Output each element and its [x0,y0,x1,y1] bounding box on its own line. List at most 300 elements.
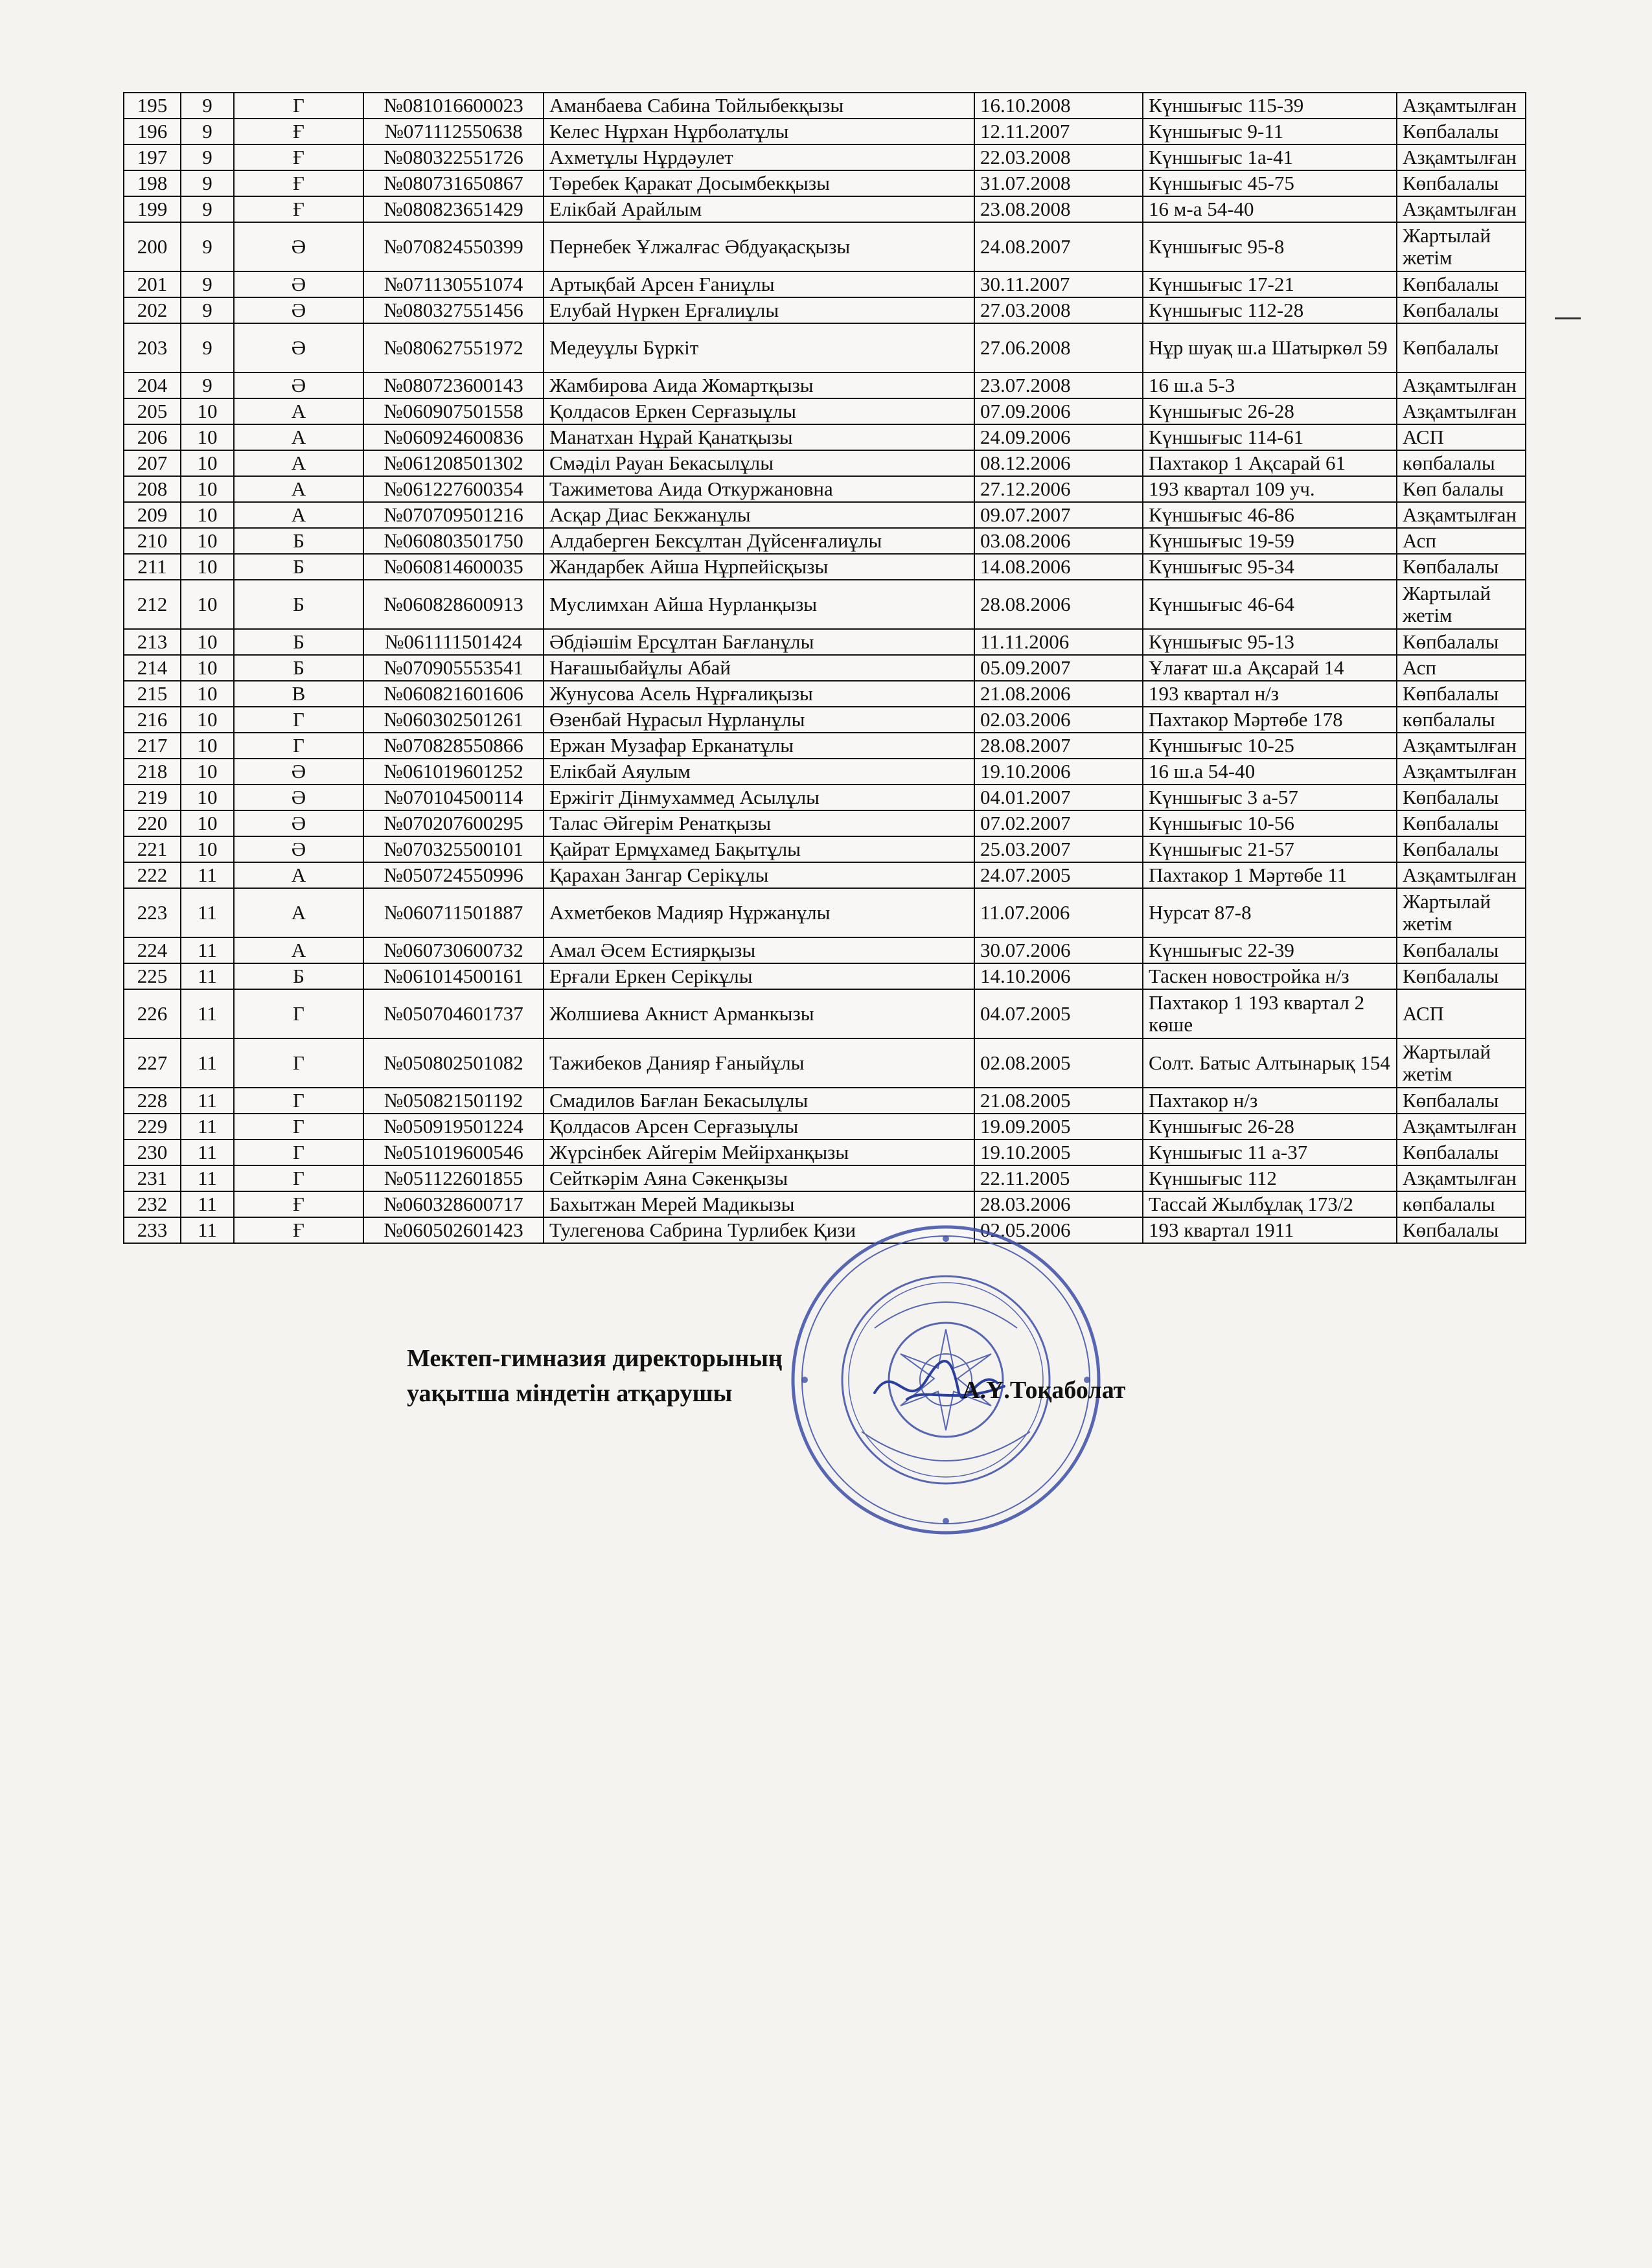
grade-cell: 10 [181,476,234,502]
category-cell: Азқамтылған [1397,93,1526,119]
birth-date-cell: 23.07.2008 [974,372,1143,398]
row-number-cell: 222 [124,862,181,888]
student-name-cell: Жандарбек Айша Нұрпейісқызы [544,554,974,580]
student-name-cell: Ахметбеков Мадияр Нұржанұлы [544,888,974,937]
grade-cell: 10 [181,424,234,450]
category-cell: Көпбалалы [1397,1088,1526,1114]
category-cell: Азқамтылған [1397,862,1526,888]
class-letter-cell: Б [234,655,363,681]
certificate-id-cell: №050724550996 [363,862,544,888]
grade-cell: 10 [181,810,234,836]
margin-mark [1555,317,1581,319]
address-cell: Күншығыс 95-13 [1143,629,1397,655]
table-row [124,681,1526,707]
birth-date-cell: 24.07.2005 [974,862,1143,888]
address-cell: Таскен новостройка н/з [1143,963,1397,989]
table-row [124,733,1526,759]
grade-cell: 9 [181,271,234,297]
class-letter-cell: Ғ [234,1191,363,1217]
birth-date-cell: 09.07.2007 [974,502,1143,528]
birth-date-cell: 24.08.2007 [974,222,1143,271]
class-letter-cell: Ғ [234,196,363,222]
address-cell: Пахтакор н/з [1143,1088,1397,1114]
certificate-id-cell: №080731650867 [363,170,544,196]
address-cell: Күншығыс 11 а-37 [1143,1140,1397,1165]
table-row [124,888,1526,937]
birth-date-cell: 04.07.2005 [974,989,1143,1038]
grade-cell: 11 [181,1217,234,1243]
category-cell: Көпбалалы [1397,323,1526,372]
grade-cell: 10 [181,655,234,681]
class-letter-cell: А [234,476,363,502]
grade-cell: 10 [181,580,234,629]
table-row [124,989,1526,1038]
address-cell: Күншығыс 45-75 [1143,170,1397,196]
class-letter-cell: Б [234,580,363,629]
row-number-cell: 221 [124,836,181,862]
grade-cell: 11 [181,1088,234,1114]
category-cell: Азқамтылған [1397,502,1526,528]
row-number-cell: 220 [124,810,181,836]
table-row [124,580,1526,629]
birth-date-cell: 19.09.2005 [974,1114,1143,1140]
table-row [124,1191,1526,1217]
student-name-cell: Алдаберген Бексұлтан Дүйсенғалиұлы [544,528,974,554]
address-cell: Күншығыс 26-28 [1143,1114,1397,1140]
category-cell: Асп [1397,655,1526,681]
row-number-cell: 229 [124,1114,181,1140]
student-name-cell: Ахметұлы Нұрдәулет [544,144,974,170]
table-row [124,810,1526,836]
student-name-cell: Нағашыбайұлы Абай [544,655,974,681]
certificate-id-cell: №060828600913 [363,580,544,629]
certificate-id-cell: №070709501216 [363,502,544,528]
student-name-cell: Ержігіт Дінмухаммед Асылұлы [544,785,974,810]
table-row [124,297,1526,323]
class-letter-cell: Ә [234,323,363,372]
birth-date-cell: 21.08.2005 [974,1088,1143,1114]
address-cell: Пахтакор 1 Мәртөбе 11 [1143,862,1397,888]
row-number-cell: 208 [124,476,181,502]
row-number-cell: 226 [124,989,181,1038]
grade-cell: 9 [181,93,234,119]
grade-cell: 10 [181,785,234,810]
category-cell: Көпбалалы [1397,170,1526,196]
student-name-cell: Жамбирова Аида Жомартқызы [544,372,974,398]
class-letter-cell: А [234,937,363,963]
address-cell: Пахтакор 1 Ақсарай 61 [1143,450,1397,476]
birth-date-cell: 28.08.2006 [974,580,1143,629]
class-letter-cell: Г [234,1140,363,1165]
row-number-cell: 233 [124,1217,181,1243]
class-letter-cell: Г [234,989,363,1038]
grade-cell: 10 [181,554,234,580]
class-letter-cell: А [234,862,363,888]
address-cell: Пахтакор Мәртөбе 178 [1143,707,1397,733]
class-letter-cell: Ә [234,222,363,271]
row-number-cell: 219 [124,785,181,810]
students-table-body [124,93,1526,1243]
grade-cell: 11 [181,862,234,888]
certificate-id-cell: №060814600035 [363,554,544,580]
birth-date-cell: 31.07.2008 [974,170,1143,196]
category-cell: Көпбалалы [1397,836,1526,862]
certificate-id-cell: №071130551074 [363,271,544,297]
row-number-cell: 206 [124,424,181,450]
grade-cell: 9 [181,144,234,170]
table-row [124,655,1526,681]
grade-cell: 10 [181,629,234,655]
birth-date-cell: 27.03.2008 [974,297,1143,323]
certificate-id-cell: №060803501750 [363,528,544,554]
category-cell: Көпбалалы [1397,1140,1526,1165]
row-number-cell: 199 [124,196,181,222]
certificate-id-cell: №050704601737 [363,989,544,1038]
category-cell: Азқамтылған [1397,759,1526,785]
signer-name: А.Ү.Тоқаболат [962,1377,1126,1404]
address-cell: Ұлағат ш.а Ақсарай 14 [1143,655,1397,681]
student-name-cell: Амал Әсем Естиярқызы [544,937,974,963]
table-row [124,196,1526,222]
certificate-id-cell: №050821501192 [363,1088,544,1114]
category-cell: Азқамтылған [1397,733,1526,759]
address-cell: Күншығыс 112 [1143,1165,1397,1191]
student-name-cell: Өзенбай Нұрасыл Нұрланұлы [544,707,974,733]
student-name-cell: Жолшиева Акнист Арманкызы [544,989,974,1038]
row-number-cell: 195 [124,93,181,119]
category-cell: Асп [1397,528,1526,554]
student-name-cell: Елікбай Аяулым [544,759,974,785]
class-letter-cell: Ә [234,785,363,810]
table-row [124,119,1526,144]
address-cell: Күншығыс 46-64 [1143,580,1397,629]
table-row [124,271,1526,297]
address-cell: 193 квартал 109 уч. [1143,476,1397,502]
birth-date-cell: 25.03.2007 [974,836,1143,862]
class-letter-cell: Ә [234,271,363,297]
birth-date-cell: 07.02.2007 [974,810,1143,836]
table-row [124,785,1526,810]
class-letter-cell: Б [234,554,363,580]
student-name-cell: Әбдіәшім Ерсұлтан Бағланұлы [544,629,974,655]
category-cell: АСП [1397,424,1526,450]
row-number-cell: 218 [124,759,181,785]
class-letter-cell: Ғ [234,144,363,170]
table-row [124,836,1526,862]
birth-date-cell: 19.10.2005 [974,1140,1143,1165]
address-cell: Күншығыс 26-28 [1143,398,1397,424]
table-row [124,476,1526,502]
class-letter-cell: А [234,502,363,528]
student-name-cell: Келес Нұрхан Нұрболатұлы [544,119,974,144]
table-row [124,862,1526,888]
grade-cell: 9 [181,170,234,196]
student-name-cell: Ержан Музафар Ерканатұлы [544,733,974,759]
table-row [124,372,1526,398]
category-cell: Көпбалалы [1397,554,1526,580]
student-name-cell: Елікбай Арайлым [544,196,974,222]
row-number-cell: 214 [124,655,181,681]
address-cell: Күншығыс 19-59 [1143,528,1397,554]
row-number-cell: 213 [124,629,181,655]
row-number-cell: 210 [124,528,181,554]
class-letter-cell: Г [234,93,363,119]
table-row [124,759,1526,785]
class-letter-cell: В [234,681,363,707]
birth-date-cell: 22.11.2005 [974,1165,1143,1191]
row-number-cell: 216 [124,707,181,733]
category-cell: Көпбалалы [1397,681,1526,707]
table-row [124,502,1526,528]
row-number-cell: 211 [124,554,181,580]
grade-cell: 10 [181,528,234,554]
grade-cell: 11 [181,963,234,989]
certificate-id-cell: №060502601423 [363,1217,544,1243]
certificate-id-cell: №070104500114 [363,785,544,810]
signer-title-line1: Мектеп-гимназия директорының [407,1345,783,1372]
birth-date-cell: 16.10.2008 [974,93,1143,119]
table-row [124,1140,1526,1165]
address-cell: Күншығыс 3 а-57 [1143,785,1397,810]
table-row [124,323,1526,372]
row-number-cell: 225 [124,963,181,989]
address-cell: Күншығыс 10-25 [1143,733,1397,759]
row-number-cell: 228 [124,1088,181,1114]
student-name-cell: Аманбаева Сабина Тойлыбекқызы [544,93,974,119]
class-letter-cell: А [234,398,363,424]
grade-cell: 11 [181,1140,234,1165]
certificate-id-cell: №060821601606 [363,681,544,707]
grade-cell: 9 [181,222,234,271]
address-cell: Күншығыс 46-86 [1143,502,1397,528]
student-name-cell: Тажиметова Аида Откуржановна [544,476,974,502]
class-letter-cell: Ә [234,836,363,862]
row-number-cell: 223 [124,888,181,937]
grade-cell: 10 [181,759,234,785]
certificate-id-cell: №070325500101 [363,836,544,862]
grade-cell: 10 [181,398,234,424]
student-name-cell: Тажибеков Данияр Ғаныйұлы [544,1038,974,1088]
table-row [124,144,1526,170]
student-name-cell: Смадилов Бағлан Бекасылұлы [544,1088,974,1114]
row-number-cell: 201 [124,271,181,297]
birth-date-cell: 14.10.2006 [974,963,1143,989]
certificate-id-cell: №061019601252 [363,759,544,785]
category-cell: Жартылай жетім [1397,1038,1526,1088]
certificate-id-cell: №070207600295 [363,810,544,836]
birth-date-cell: 21.08.2006 [974,681,1143,707]
address-cell: Күншығыс 21-57 [1143,836,1397,862]
grade-cell: 10 [181,681,234,707]
row-number-cell: 197 [124,144,181,170]
category-cell: Көпбалалы [1397,297,1526,323]
table-row [124,398,1526,424]
row-number-cell: 209 [124,502,181,528]
grade-cell: 11 [181,888,234,937]
category-cell: Азқамтылған [1397,372,1526,398]
birth-date-cell: 23.08.2008 [974,196,1143,222]
class-letter-cell: Ә [234,810,363,836]
category-cell: Азқамтылған [1397,1165,1526,1191]
address-cell: Пахтакор 1 193 квартал 2 көше [1143,989,1397,1038]
certificate-id-cell: №060730600732 [363,937,544,963]
birth-date-cell: 19.10.2006 [974,759,1143,785]
signer-title-line2: уақытша міндетін атқарушы [407,1380,733,1407]
table-row [124,554,1526,580]
category-cell: Жартылай жетім [1397,888,1526,937]
row-number-cell: 227 [124,1038,181,1088]
student-name-cell: Ерғали Еркен Серікұлы [544,963,974,989]
class-letter-cell: Ғ [234,170,363,196]
grade-cell: 9 [181,372,234,398]
student-name-cell: Асқар Диас Бекжанұлы [544,502,974,528]
class-letter-cell: Ә [234,297,363,323]
grade-cell: 9 [181,119,234,144]
row-number-cell: 207 [124,450,181,476]
student-name-cell: Елубай Нүркен Ерғалиұлы [544,297,974,323]
certificate-id-cell: №061014500161 [363,963,544,989]
birth-date-cell: 28.08.2007 [974,733,1143,759]
class-letter-cell: Б [234,629,363,655]
row-number-cell: 212 [124,580,181,629]
student-name-cell: Смәділ Рауан Бекасылұлы [544,450,974,476]
table-row [124,93,1526,119]
address-cell: 16 ш.а 54-40 [1143,759,1397,785]
certificate-id-cell: №080322551726 [363,144,544,170]
grade-cell: 10 [181,733,234,759]
address-cell: 193 квартал н/з [1143,681,1397,707]
table-row [124,424,1526,450]
grade-cell: 9 [181,323,234,372]
category-cell: Көпбалалы [1397,1217,1526,1243]
address-cell: Солт. Батыс Алтынарық 154 [1143,1038,1397,1088]
grade-cell: 11 [181,1165,234,1191]
grade-cell: 10 [181,450,234,476]
class-letter-cell: Г [234,1088,363,1114]
grade-cell: 10 [181,707,234,733]
student-name-cell: Артықбай Арсен Ғаниұлы [544,271,974,297]
student-name-cell: Муслимхан Айша Нурланқызы [544,580,974,629]
birth-date-cell: 28.03.2006 [974,1191,1143,1217]
row-number-cell: 231 [124,1165,181,1191]
row-number-cell: 224 [124,937,181,963]
class-letter-cell: Г [234,1114,363,1140]
table-row [124,170,1526,196]
class-letter-cell: Ғ [234,119,363,144]
category-cell: Көпбалалы [1397,629,1526,655]
address-cell: Күншығыс 10-56 [1143,810,1397,836]
address-cell: Күншығыс 95-8 [1143,222,1397,271]
table-row [124,963,1526,989]
birth-date-cell: 30.11.2007 [974,271,1143,297]
address-cell: 16 ш.а 5-3 [1143,372,1397,398]
category-cell: көпбалалы [1397,707,1526,733]
certificate-id-cell: №080823651429 [363,196,544,222]
certificate-id-cell: №080723600143 [363,372,544,398]
birth-date-cell: 11.07.2006 [974,888,1143,937]
birth-date-cell: 12.11.2007 [974,119,1143,144]
address-cell: Күншығыс 22-39 [1143,937,1397,963]
category-cell: көпбалалы [1397,1191,1526,1217]
birth-date-cell: 30.07.2006 [974,937,1143,963]
birth-date-cell: 02.03.2006 [974,707,1143,733]
students-table [123,92,1526,1244]
row-number-cell: 202 [124,297,181,323]
class-letter-cell: Г [234,707,363,733]
category-cell: АСП [1397,989,1526,1038]
row-number-cell: 230 [124,1140,181,1165]
row-number-cell: 203 [124,323,181,372]
category-cell: Көпбалалы [1397,937,1526,963]
certificate-id-cell: №060302501261 [363,707,544,733]
address-cell: Күншығыс 95-34 [1143,554,1397,580]
certificate-id-cell: №060711501887 [363,888,544,937]
grade-cell: 11 [181,1114,234,1140]
certificate-id-cell: №051019600546 [363,1140,544,1165]
category-cell: Жартылай жетім [1397,580,1526,629]
student-name-cell: Медеуұлы Бүркіт [544,323,974,372]
birth-date-cell: 27.06.2008 [974,323,1143,372]
student-name-cell: Төребек Қаракат Досымбекқызы [544,170,974,196]
class-letter-cell: Г [234,733,363,759]
student-name-cell: Жунусова Асель Нұрғалиқызы [544,681,974,707]
student-name-cell: Пернебек Ұлжалғас Әбдуақасқызы [544,222,974,271]
class-letter-cell: А [234,888,363,937]
class-letter-cell: Ғ [234,1217,363,1243]
row-number-cell: 205 [124,398,181,424]
student-name-cell: Қайрат Ермұхамед Бақытұлы [544,836,974,862]
birth-date-cell: 04.01.2007 [974,785,1143,810]
grade-cell: 9 [181,196,234,222]
certificate-id-cell: №061111501424 [363,629,544,655]
certificate-id-cell: №080627551972 [363,323,544,372]
signature-block [407,1341,783,1411]
table-row [124,937,1526,963]
certificate-id-cell: №060328600717 [363,1191,544,1217]
class-letter-cell: Б [234,963,363,989]
birth-date-cell: 02.08.2005 [974,1038,1143,1088]
certificate-id-cell: №051122601855 [363,1165,544,1191]
student-name-cell: Жүрсінбек Айгерім Мейірханқызы [544,1140,974,1165]
table-row [124,1038,1526,1088]
certificate-id-cell: №050919501224 [363,1114,544,1140]
class-letter-cell: Ә [234,759,363,785]
address-cell: Тассай Жылбұлақ 173/2 [1143,1191,1397,1217]
table-row [124,707,1526,733]
table-row [124,528,1526,554]
row-number-cell: 196 [124,119,181,144]
row-number-cell: 232 [124,1191,181,1217]
birth-date-cell: 08.12.2006 [974,450,1143,476]
category-cell: көпбалалы [1397,450,1526,476]
address-cell: Күншығыс 115-39 [1143,93,1397,119]
row-number-cell: 204 [124,372,181,398]
certificate-id-cell: №060907501558 [363,398,544,424]
table-row [124,1088,1526,1114]
category-cell: Көпбалалы [1397,810,1526,836]
grade-cell: 11 [181,937,234,963]
certificate-id-cell: №061227600354 [363,476,544,502]
category-cell: Азқамтылған [1397,196,1526,222]
address-cell: Нұр шуақ ш.а Шатыркөл 59 [1143,323,1397,372]
address-cell: 193 квартал 1911 [1143,1217,1397,1243]
certificate-id-cell: №071112550638 [363,119,544,144]
category-cell: Азқамтылған [1397,398,1526,424]
table-row [124,629,1526,655]
birth-date-cell: 11.11.2006 [974,629,1143,655]
address-cell: Күншығыс 112-28 [1143,297,1397,323]
student-name-cell: Қолдасов Еркен Серғазыұлы [544,398,974,424]
